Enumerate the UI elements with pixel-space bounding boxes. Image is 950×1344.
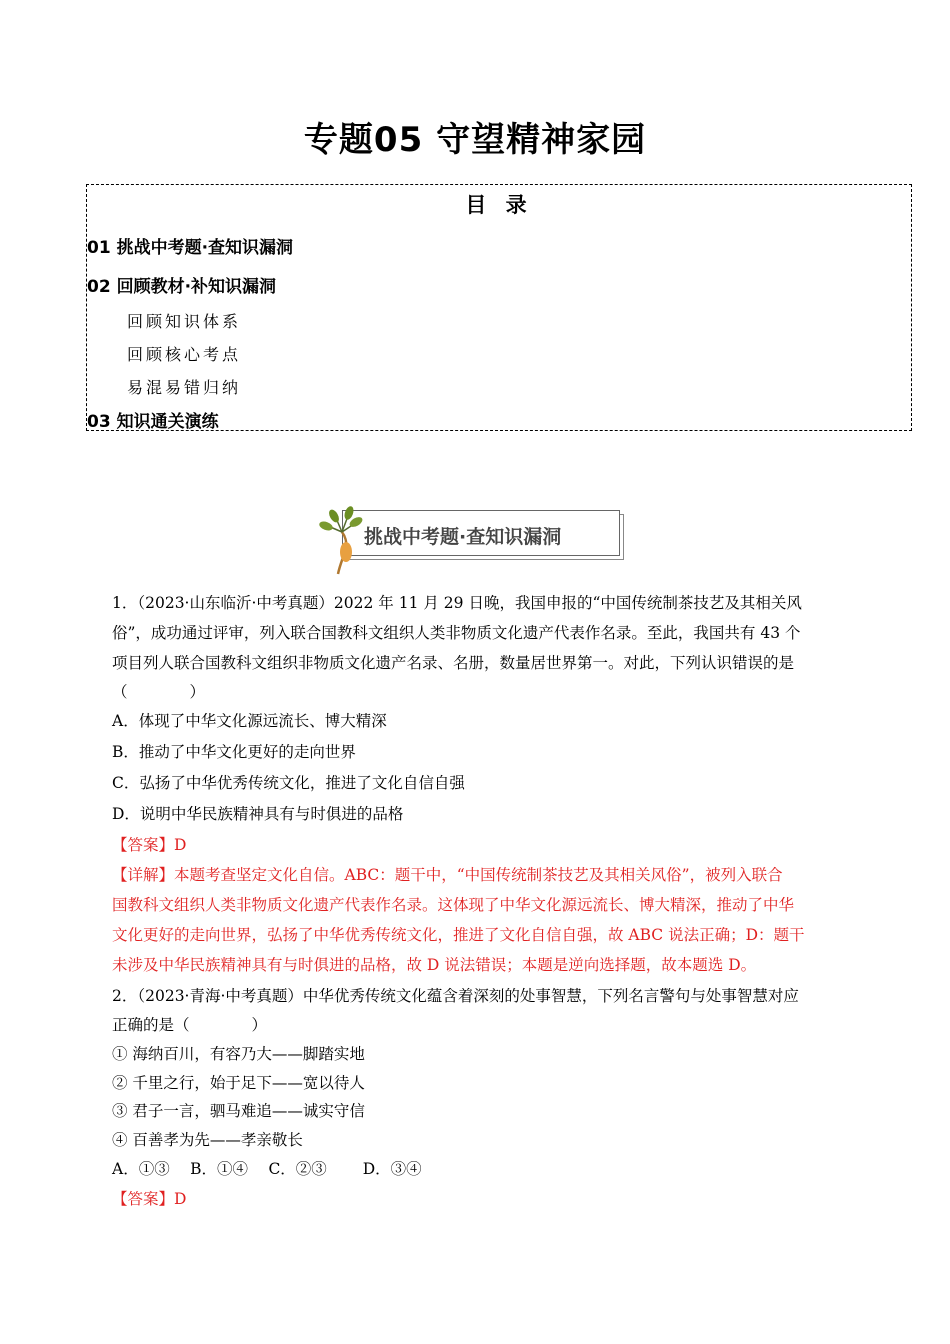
- toc-entry-03[interactable]: 03 知识通关演练: [87, 412, 219, 432]
- q2-statement-4: ④ 百善孝为先——孝亲敬长: [112, 1131, 303, 1149]
- answer-label: 【答案】: [112, 1190, 175, 1208]
- q1-answer: [112, 833, 186, 855]
- toc-entry-02[interactable]: 02 回顾教材·补知识漏洞: [87, 277, 277, 297]
- toc-subentry-core-points[interactable]: 回顾核心考点: [127, 345, 242, 364]
- explanation-text: 本题考查坚定文化自信。ABC：题干中，“中国传统制茶技艺及其相关风俗”，被列入联合: [174, 866, 783, 884]
- answer-value: D: [174, 1190, 187, 1208]
- section-banner: [316, 504, 626, 576]
- ginseng-plant-icon: [316, 504, 366, 576]
- q1-option-a: A．体现了中华文化源远流长、博大精深: [112, 712, 387, 730]
- q1-option-b: B．推动了中华文化更好的走向世界: [112, 743, 356, 761]
- q1-stem-line-4: （ ）: [112, 683, 206, 701]
- q1-explanation-line-1: [112, 863, 783, 885]
- q1-explanation-line-3: 文化更好的走向世界，弘扬了中华优秀传统文化，推进了文化自信自强，故 ABC 说法正确；D：题干: [112, 926, 805, 944]
- toc-subentry-common-errors[interactable]: 易混易错归纳: [127, 378, 242, 397]
- q1-option-c: C．弘扬了中华优秀传统文化，推进了文化自信自强: [112, 774, 465, 792]
- q1-explanation-line-2: 国教科文组织人类非物质文化遗产代表作名录。这体现了中华文化源远流长、博大精深，推动了中华: [112, 896, 795, 914]
- answer-value: D: [174, 836, 187, 854]
- toc-heading: 目 录: [465, 193, 533, 217]
- q1-option-d: D．说明中华民族精神具有与时俱进的品格: [112, 805, 404, 823]
- q1-stem-line-1: 1．（2023·山东临沂·中考真题）2022 年 11 月 29 日晚，我国申报的“中国传统制茶技艺及其相关风: [112, 594, 802, 612]
- toc-subentry-knowledge-system[interactable]: 回顾知识体系: [127, 312, 242, 331]
- q2-answer: [112, 1187, 186, 1209]
- document-title: 专题05 守望精神家园: [303, 120, 647, 160]
- q1-stem-line-3: 项目列人联合国教科文组织非物质文化遗产名录、名册，数量居世界第一。对此，下列认识错误的是: [112, 654, 795, 672]
- explanation-label: 【详解】: [112, 866, 175, 884]
- toc-entry-01[interactable]: 01 挑战中考题·查知识漏洞: [87, 238, 294, 258]
- q1-explanation-line-4: 未涉及中华民族精神具有与时俱进的品格，故 D 说法错误；本题是逆向选择题，故本题选 D。: [112, 956, 757, 974]
- q2-statement-2: ② 千里之行，始于足下——宽以待人: [112, 1074, 365, 1092]
- q2-statement-3: ③ 君子一言，驷马难追——诚实守信: [112, 1102, 365, 1120]
- q2-stem-line-1: 2．（2023·青海·中考真题）中华优秀传统文化蕴含着深刻的处事智慧，下列名言警句与处事智慧对应: [112, 987, 799, 1005]
- answer-label: 【答案】: [112, 836, 175, 854]
- q2-statement-1: ① 海纳百川，有容乃大——脚踏实地: [112, 1045, 365, 1063]
- q2-options: A．①③ B．①④ C．②③ D．③④: [112, 1160, 422, 1178]
- banner-title: 挑战中考题·查知识漏洞: [364, 526, 562, 548]
- table-of-contents: [86, 184, 912, 431]
- q2-stem-line-2: 正确的是（ ）: [112, 1016, 268, 1034]
- q1-stem-line-2: 俗”，成功通过评审，列入联合国教科文组织人类非物质文化遗产代表作名录。至此，我国共有 43 个: [112, 624, 801, 642]
